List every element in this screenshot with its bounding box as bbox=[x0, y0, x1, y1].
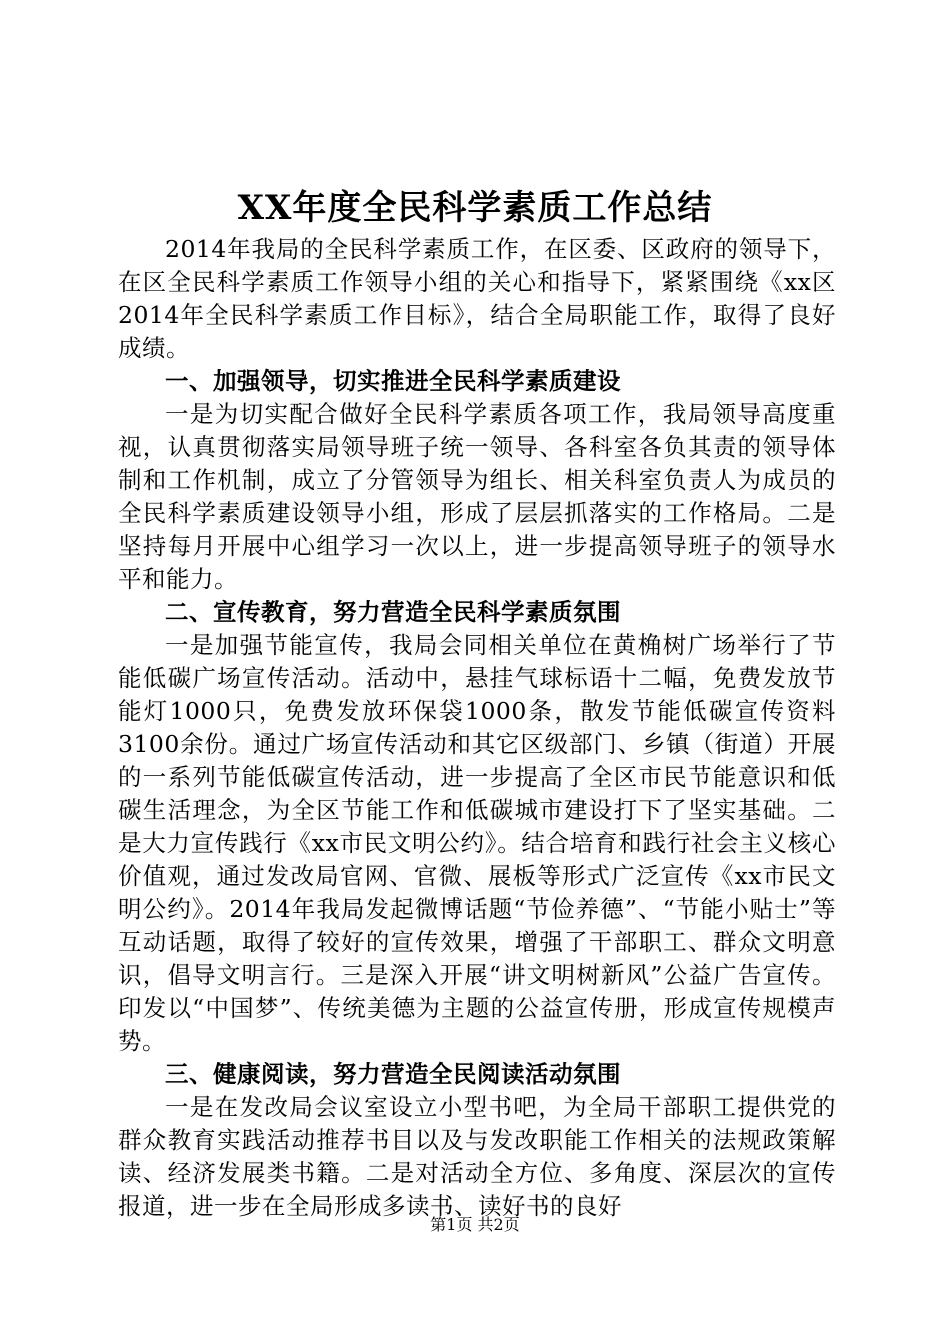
document-body bbox=[118, 233, 836, 1223]
section-paragraph-1: 一是为切实配合做好全民科学素质各项工作，我局领导高度重视，认真贯彻落实局领导班子统一领导、各科室各负其责的领导体制和工作机制，成立了分管领导为组长、相关科室负责人为成员的全民科学素质建设领导小组，形成了层层抓落实的工作格局。二是坚持每月开展中心组学习一次以上，进一步提高领导班子的领导水平和能力。 bbox=[118, 400, 836, 593]
section-paragraph-2: 一是加强节能宣传，我局会同相关单位在黄桷树广场举行了节能低碳广场宣传活动。活动中，悬挂气球标语十二幅，免费发放节能灯1000只，免费发放环保袋1000条，散发节能低碳宣传资料3100余份。通过广场宣传活动和其它区级部门、乡镇（街道）开展的一系列节能低碳宣传活动，进一步提高了全区市民节能意识和低碳生活理念，为全区节能工作和低碳城市建设打下了坚实基础。二是大力宣传践行《xx市民文明公约》。结合培育和践行社会主义核心价值观，通过发改局官网、官微、展板等形式广泛宣传《xx市民文明公约》。2014年我局发起微博话题“节俭养德”、“节能小贴士”等互动话题，取得了较好的宣传效果，增强了干部职工、群众文明意识，倡导文明言行。三是深入开展“讲文明树新风”公益广告宣传。印发以“中国梦”、传统美德为主题的公益宣传册，形成宣传规模声势。 bbox=[118, 631, 836, 1055]
section-heading-3: 三、健康阅读，努力营造全民阅读活动氛围 bbox=[165, 1060, 621, 1088]
section-heading-2: 二、宣传教育，努力营造全民科学素质氛围 bbox=[165, 598, 621, 626]
section-paragraph-3: 一是在发改局会议室设立小型书吧，为全局干部职工提供党的群众教育实践活动推荐书目以及与发改职能工作相关的法规政策解读、经济发展类书籍。二是对活动全方位、多角度、深层次的宣传报道，进一步在全局形成多读书、读好书的良好 bbox=[118, 1093, 836, 1220]
page-number-footer: 第1页 共2页 bbox=[430, 1215, 520, 1234]
section-heading-1: 一、加强领导，切实推进全民科学素质建设 bbox=[165, 367, 621, 395]
document-title: XX年度全民科学素质工作总结 bbox=[237, 188, 713, 228]
intro-paragraph: 2014年我局的全民科学素质工作，在区委、区政府的领导下，在区全民科学素质工作领导小组的关心和指导下，紧紧围绕《xx区2014年全民科学素质工作目标》，结合全局职能工作，取得了良好成绩。 bbox=[118, 235, 836, 362]
